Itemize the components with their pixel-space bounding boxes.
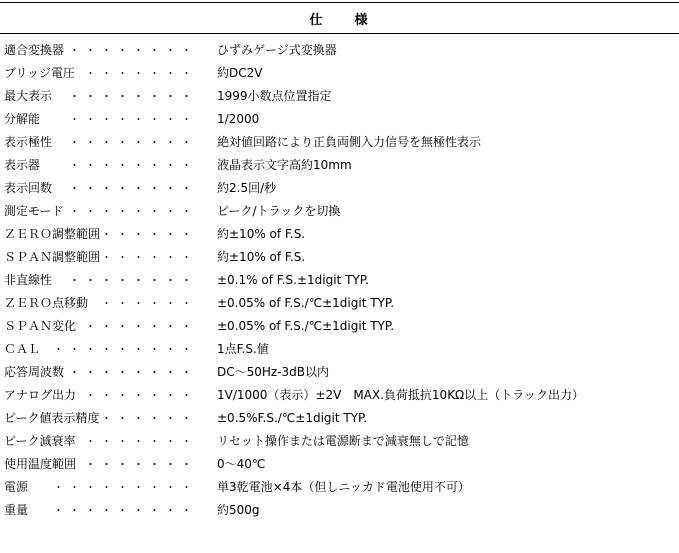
spec-value: 約±10% of F.S. (217, 250, 306, 264)
leader-dots: ・・・・・・・ (85, 458, 197, 471)
top-rule (0, 2, 679, 3)
spec-label: ＳＰＡＮ変化 (4, 319, 77, 333)
spec-value: 液晶表示文字高約10mm (217, 158, 352, 172)
spec-row (0, 269, 679, 292)
spec-row (0, 338, 679, 361)
spec-label: 表示極性 (4, 135, 53, 149)
spec-value: 絶対値回路により正負両側入力信号を無極性表示 (217, 135, 482, 149)
spec-row (0, 154, 679, 177)
spec-row (0, 108, 679, 131)
spec-label: 表示回数 (4, 181, 53, 195)
spec-value: 約±10% of F.S. (217, 227, 306, 241)
leader-dots: ・・・・・・・・ (69, 113, 197, 126)
spec-value: ±0.1% of F.S.±1digit TYP. (217, 273, 369, 287)
leader-dots: ・・・・・・・・ (69, 44, 197, 57)
spec-label: ピーク値表示精度 (4, 411, 100, 425)
spec-row (0, 292, 679, 315)
spec-value: 1/2000 (217, 112, 260, 126)
spec-row (0, 453, 679, 476)
spec-label: 電源 (4, 480, 29, 494)
spec-label: 表示器 (4, 158, 41, 172)
title-underline (0, 33, 679, 34)
spec-label: 分解能 (4, 112, 41, 126)
leader-dots: ・・・・・・・・ (69, 182, 197, 195)
spec-label: 測定モード (4, 204, 64, 218)
leader-dots: ・・・・・・・・ (69, 205, 197, 218)
leader-dots: ・・・・・・・・ (69, 90, 197, 103)
spec-row (0, 246, 679, 269)
spec-value: 約DC2V (217, 66, 263, 80)
spec-row (0, 131, 679, 154)
spec-label: ＣＡＬ (4, 342, 41, 356)
spec-value: 1点F.S.値 (217, 342, 269, 356)
spec-label: ピーク減衰率 (4, 434, 76, 448)
spec-label: アナログ出力 (4, 388, 77, 402)
spec-row (0, 315, 679, 338)
leader-dots: ・・・・・・・ (85, 389, 197, 402)
spec-value: 0～40℃ (217, 457, 266, 471)
spec-row (0, 407, 679, 430)
spec-row (0, 430, 679, 453)
spec-label: ＺＥＲＯ調整範囲 (4, 227, 101, 241)
spec-label: 非直線性 (4, 273, 53, 287)
leader-dots: ・・・・・・・・・ (53, 343, 197, 356)
leader-dots: ・・・・・・・・ (69, 136, 197, 149)
spec-label: ブリッジ電圧 (4, 66, 76, 80)
spec-row (0, 476, 679, 499)
spec-value: 約500g (217, 503, 260, 517)
spec-value: DC～50Hz-3dB以内 (217, 365, 330, 379)
spec-label: 適合変換器 (4, 43, 65, 57)
spec-label: ＳＰＡＮ調整範囲 (4, 250, 101, 264)
leader-dots: ・・・・・・・ (85, 435, 197, 448)
spec-value: リセット操作または電源断まで減衰無しで記憶 (217, 434, 469, 448)
leader-dots: ・・・・・・ (101, 412, 197, 425)
spec-label: ＺＥＲＯ点移動 (4, 296, 89, 310)
spec-value: ±0.05% of F.S./℃±1digit TYP. (217, 319, 395, 333)
spec-row (0, 223, 679, 246)
spec-value: 1999小数点位置指定 (217, 89, 332, 103)
leader-dots: ・・・・・・・・・ (53, 504, 197, 517)
spec-value: 1V/1000（表示）±2V MAX.負荷抵抗10KΩ以上（トラック出力） (217, 388, 584, 402)
spec-list (0, 39, 679, 522)
leader-dots: ・・・・・・・・・ (53, 481, 197, 494)
leader-dots: ・・・・・・・・ (69, 274, 197, 287)
leader-dots: ・・・・・・ (101, 228, 197, 241)
leader-dots: ・・・・・・ (101, 251, 197, 264)
spec-label: 最大表示 (4, 89, 53, 103)
leader-dots: ・・・・・・ (101, 297, 197, 310)
spec-row (0, 177, 679, 200)
leader-dots: ・・・・・・・ (85, 320, 197, 333)
leader-dots: ・・・・・・・・ (69, 159, 197, 172)
spec-row (0, 200, 679, 223)
spec-value: ひずみゲージ式変換器 (217, 43, 337, 57)
spec-label: 応答周波数 (4, 365, 65, 379)
spec-value: 単3乾電池×4本（但しニッカド電池使用不可） (217, 480, 470, 494)
spec-row (0, 499, 679, 522)
spec-row (0, 62, 679, 85)
leader-dots: ・・・・・・・ (85, 67, 197, 80)
spec-label: 使用温度範囲 (4, 457, 77, 471)
spec-row (0, 39, 679, 62)
spec-value: ±0.05% of F.S./℃±1digit TYP. (217, 296, 395, 310)
spec-value: 約2.5回/秒 (217, 181, 277, 195)
spec-row (0, 361, 679, 384)
spec-row (0, 85, 679, 108)
spec-label: 重量 (4, 503, 29, 517)
page-title: 仕 様 (309, 13, 370, 28)
spec-value: ±0.5%F.S./℃±1digit TYP. (217, 411, 368, 425)
spec-value: ピーク/トラックを切換 (217, 204, 341, 218)
spec-row (0, 384, 679, 407)
leader-dots: ・・・・・・・・ (69, 366, 197, 379)
